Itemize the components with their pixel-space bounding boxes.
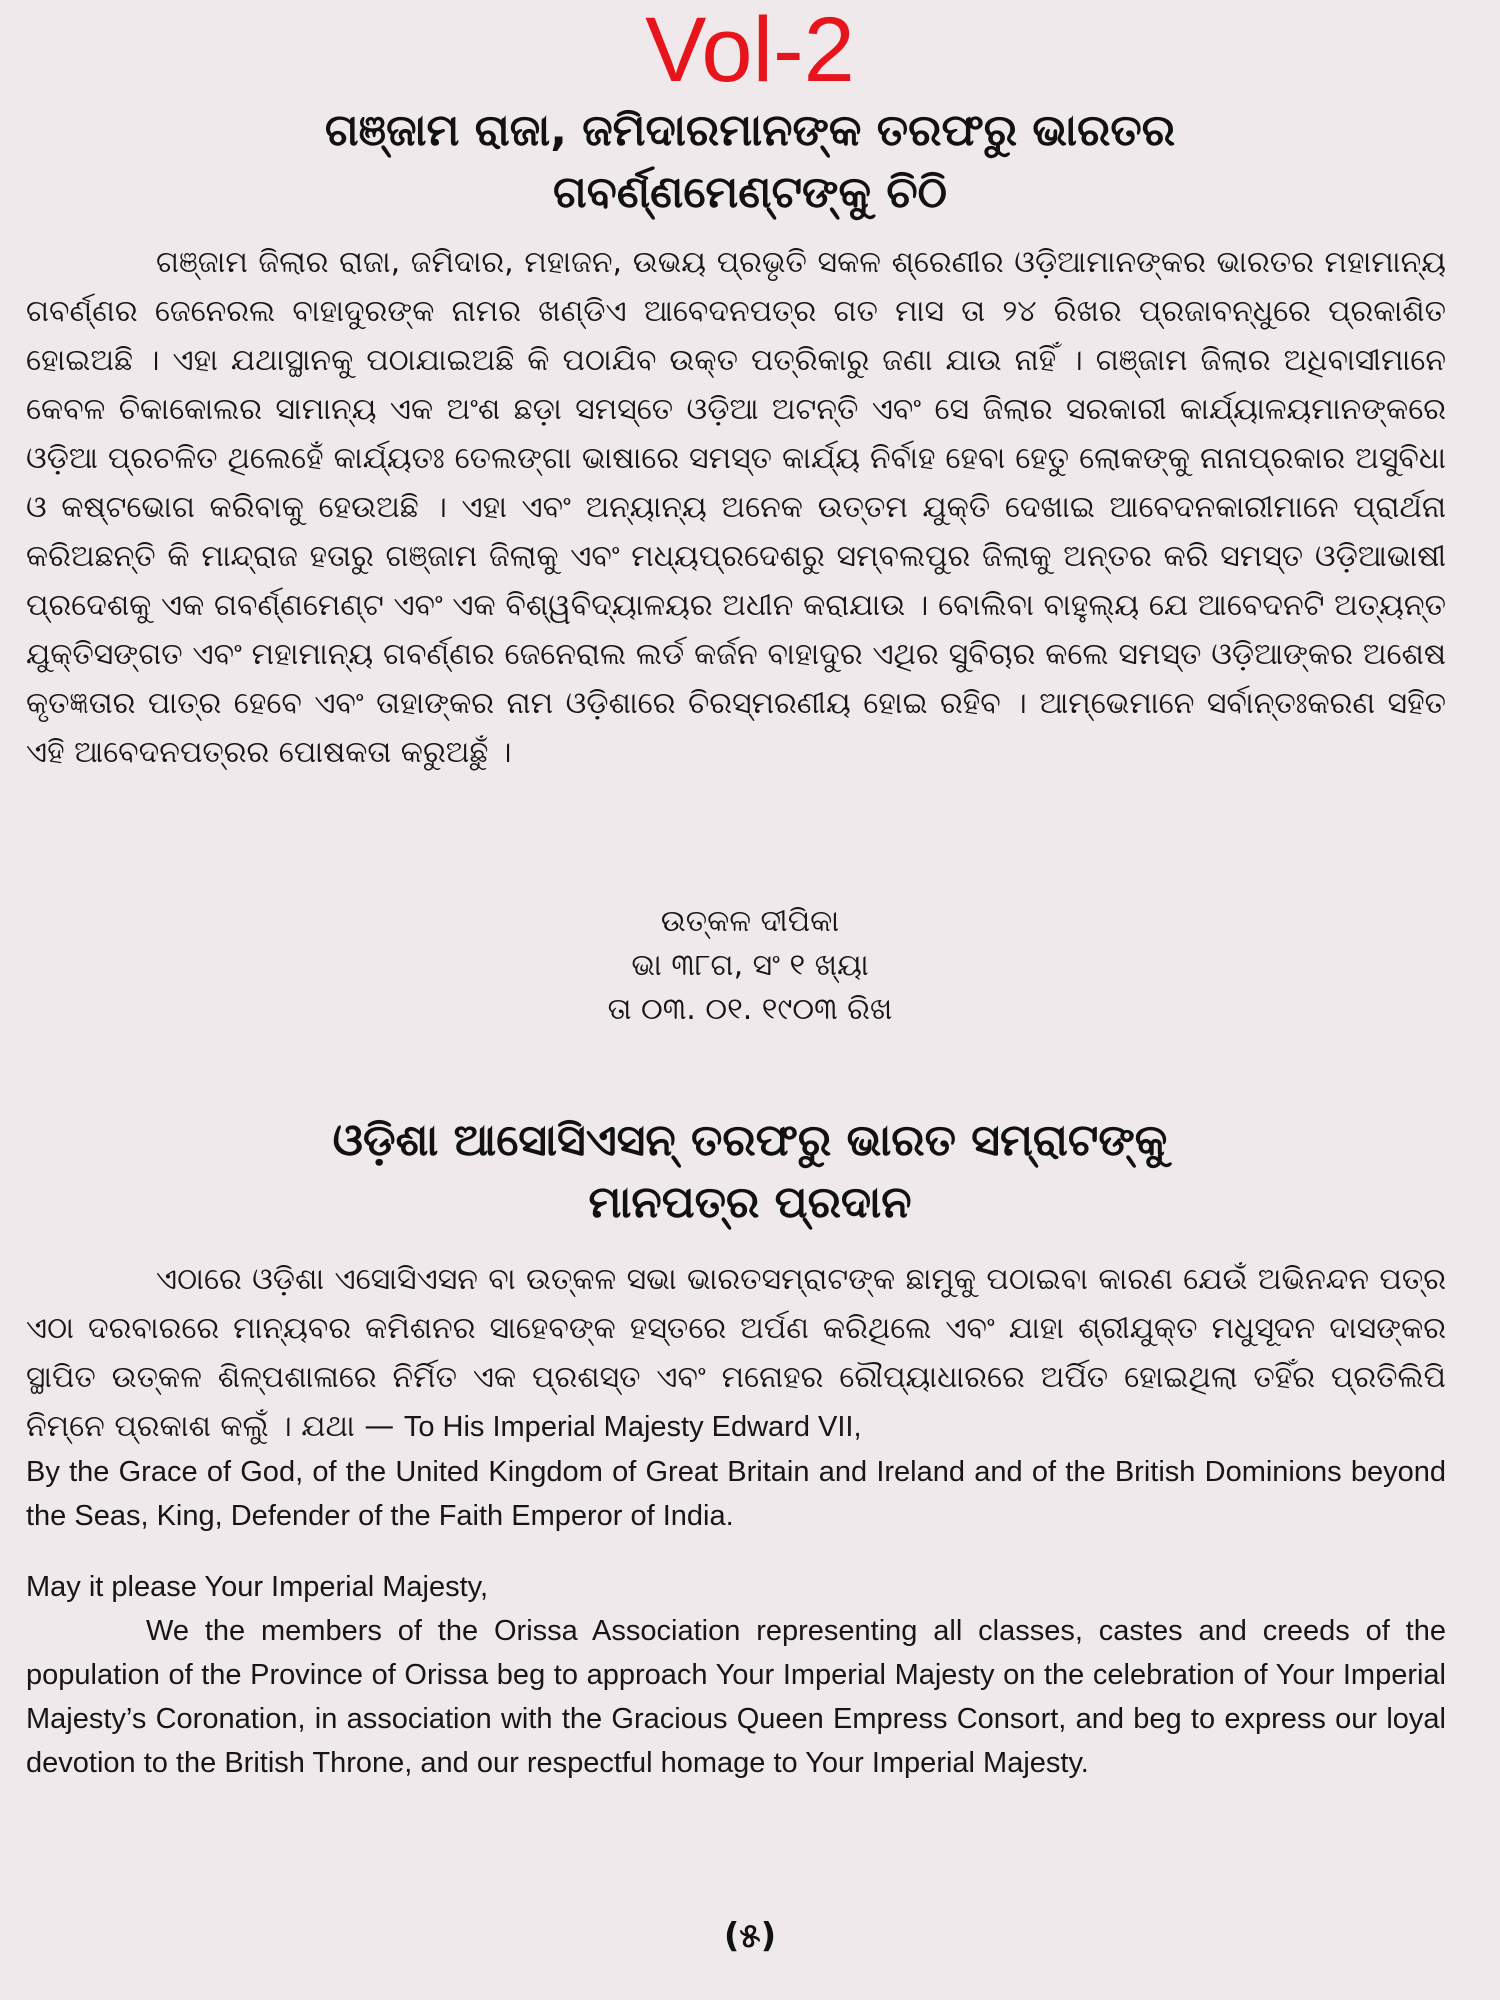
source-name: ଉତ୍କଳ ଦୀପିକା [660, 904, 840, 939]
section1-title [60, 100, 1440, 224]
section2-body-english-inline: To His Imperial Majesty Edward VII, [403, 1411, 862, 1443]
section1-title-line2: ଗବର୍ଣ୍ଣମେଣ୍ଟଙ୍କୁ ଚିଠି [553, 167, 947, 218]
section2-body [26, 1255, 1446, 1452]
source-issue: ଭା ୩୮ଗ, ସଂ ୧ ଖ୍ୟା [631, 948, 869, 983]
section2-title [60, 1110, 1440, 1234]
english-salutation: May it please Your Imperial Majesty, [26, 1571, 489, 1603]
section1-title-line1: ଗଞ୍ଜାମ ରାଜା, ଜମିଦାରମାନଙ୍କ ତରଫରୁ ଭାରତର [324, 105, 1176, 156]
volume-label: Vol-2 [645, 0, 855, 101]
english-address: By the Grace of God, of the United Kingdom of Great Britain and Ireland and of the British Dominions beyond the Seas, King, Defender of the Faith Emperor of India. [26, 1456, 1446, 1532]
section1-body: ଗଞ୍ଜାମ ଜିଲାର ରାଜା, ଜମିଦାର, ମହାଜନ, ଉଭୟ ପ୍ରଭୃତି ସକଳ ଶ୍ରେଣୀର ଓଡ଼ିଆମାନଙ୍କର ଭାରତର ମହାମାନ୍ୟ ଗବର୍ଣ୍ଣର ଜେନେରଲ ବାହାଦୁରଙ୍କ ନାମର ଖଣ୍ଡିଏ ଆବେଦନପତ୍ର ଗତ ମାସ ତା ୨୪ ରିଖର ପ୍ରଜାବନ୍ଧୁରେ ପ୍ରକାଶିତ ହୋଇଅଛି । ଏହା ଯଥାସ୍ଥାନକୁ ପଠାଯାଇଅଛି କି ପଠାଯିବ ଉକ୍ତ ପତ୍ରିକାରୁ ଜଣା ଯାଉ ନାହିଁ । ଗଞ୍ଜାମ ଜିଲାର ଅଧିବାସୀମାନେ କେବଳ ଚିକାକୋଲର ସାମାନ୍ୟ ଏକ ଅଂଶ ଛଡ଼ା ସମସ୍ତେ ଓଡ଼ିଆ ଅଟନ୍ତି ଏବଂ ସେ ଜିଲାର ସରକାରୀ କାର୍ଯ୍ୟାଳୟମାନଙ୍କରେ ଓଡ଼ିଆ ପ୍ରଚଳିତ ଥିଲେହେଁ କାର୍ଯ୍ୟତଃ ତେଲଙ୍ଗା ଭାଷାରେ ସମସ୍ତ କାର୍ଯ୍ୟ ନିର୍ବାହ ହେବା ହେତୁ ଲୋକଙ୍କୁ ନାନାପ୍ରକାର ଅସୁବିଧା ଓ କଷ୍ଟଭୋଗ କରିବାକୁ ହେଉଅଛି । ଏହା ଏବଂ ଅନ୍ୟାନ୍ୟ ଅନେକ ଉତ୍ତମ ଯୁକ୍ତି ଦେଖାଇ ଆବେଦନକାରୀମାନେ ପ୍ରାର୍ଥନା କରିଅଛନ୍ତି କି ମାନ୍ଦ୍ରାଜ ହତାରୁ ଗଞ୍ଜାମ ଜିଲାକୁ ଏବଂ ମଧ୍ୟପ୍ରଦେଶରୁ ସମ୍ବଲପୁର ଜିଲାକୁ ଅନ୍ତର କରି ସମସ୍ତ ଓଡ଼ିଆଭାଷୀ ପ୍ରଦେଶକୁ ଏକ ଗବର୍ଣ୍ଣମେଣ୍ଟ ଏବଂ ଏକ ବିଶ୍ୱବିଦ୍ୟାଳୟର ଅଧୀନ କରାଯାଉ । ବୋଲିବା ବାହୁଲ୍ୟ ଯେ ଆବେଦନଟି ଅତ୍ୟନ୍ତ ଯୁକ୍ତିସଙ୍ଗତ ଏବଂ ମହାମାନ୍ୟ ଗବର୍ଣ୍ଣର ଜେନେରାଲ ଲର୍ଡ କର୍ଜନ ବାହାଦୁର ଏଥିର ସୁବିଚାର କଲେ ସମସ୍ତ ଓଡ଼ିଆଙ୍କର ଅଶେଷ କୃତଜ୍ଞତାର ପାତ୍ର ହେବେ ଏବଂ ତାହାଙ୍କର ନାମ ଓଡ଼ିଶାରେ ଚିରସ୍ମରଣୀୟ ହୋଇ ରହିବ । ଆମ୍ଭେମାନେ ସର୍ବାନ୍ତଃକରଣ ସହିତ ଏହି ଆବେଦନପତ୍ରର ପୋଷକତା କରୁଅଛୁଁ । [26, 245, 1446, 770]
section2-title-line1: ଓଡ଼ିଶା ଆସୋସିଏସନ୍ ତରଫରୁ ଭାରତ ସମ୍ରାଟଙ୍କୁ [332, 1115, 1168, 1166]
page-number: (୫) [723, 1916, 777, 1956]
section2-body-odia: ଏଠାରେ ଓଡ଼ିଶା ଏସୋସିଏସନ ବା ଉତ୍କଳ ସଭା ଭାରତସମ୍ରାଟଙ୍କ ଛାମୁକୁ ପଠାଇବା କାରଣ ଯେଉଁ ଅଭିନନ୍ଦନ ପତ୍ର ଏଠା ଦରବାରରେ ମାନ୍ୟବର କମିଶନର ସାହେବଙ୍କ ହସ୍ତରେ ଅର୍ପଣ କରିଥିଲେ ଏବଂ ଯାହା ଶ୍ରୀଯୁକ୍ତ ମଧୁସୂଦନ ଦାସଙ୍କର ସ୍ଥାପିତ ଉତ୍କଳ ଶିଳ୍ପଶାଳାରେ ନିର୍ମିତ ଏକ ପ୍ରଶସ୍ତ ଏବଂ ମନୋହର ରୌପ୍ୟାଧାରରେ ଅର୍ପିତ ହୋଇଥିଲା ତହିଁର ପ୍ରତିଲିପି ନିମ୍ନେ ପ୍ରକାଶ କଲୁଁ । ଯଥା — [26, 1262, 1446, 1444]
section2-title-line2: ମାନପତ୍ର ପ୍ରଦାନ [588, 1177, 912, 1228]
source-date: ତା ୦୩. ୦୧. ୧୯୦୩ ରିଖ [607, 992, 893, 1027]
source-citation [0, 900, 1500, 1032]
english-body: We the members of the Orissa Association representing all classes, castes and creeds of the population of the Province of Orissa beg to approach Your Imperial Majesty on the celebration of Your Imperial Majesty’s Coronation, in association with the Gracious Queen Empress Consort, and beg to express our loyal devotion to the British Throne, and our respectful homage to Your Imperial Majesty. [26, 1615, 1446, 1779]
